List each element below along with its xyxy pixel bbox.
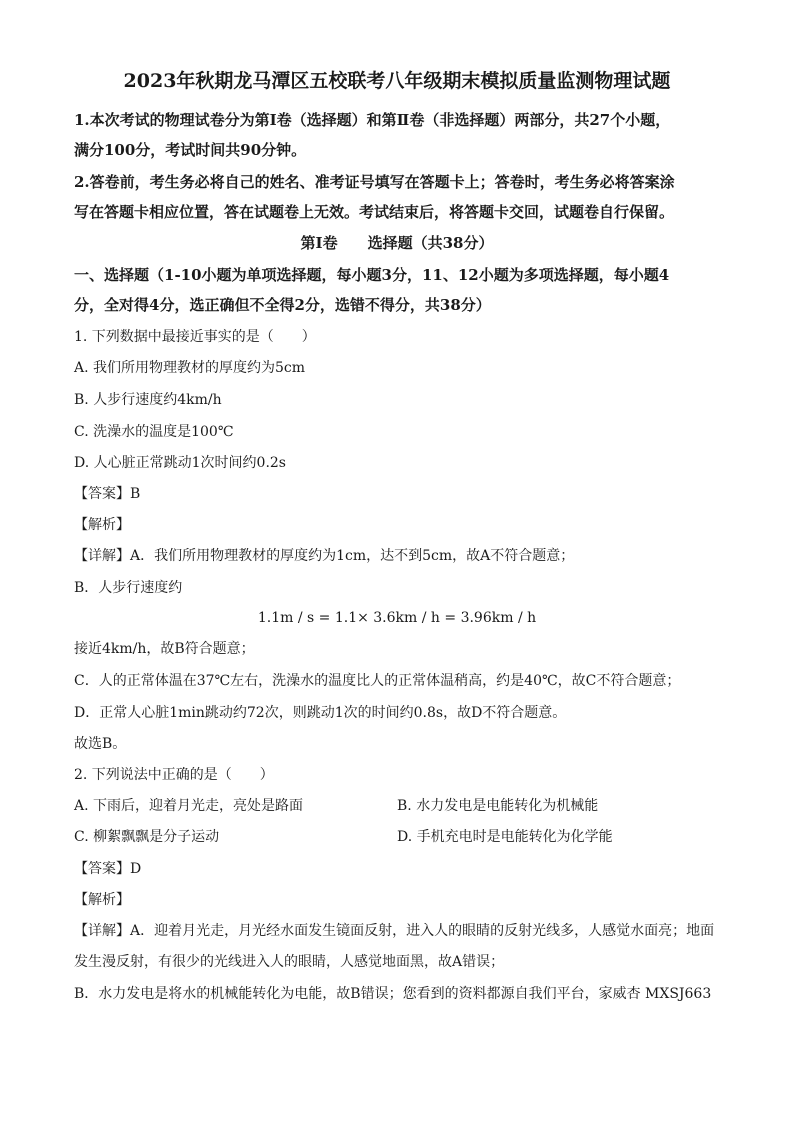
q2-detail-b: B．水力发电是将水的机械能转化为电能，故B错误；您看到的资料都源自我们平台，家威杏 MXSJ663	[74, 986, 712, 1002]
q2-detail-a-line-1: 【详解】A．迎着月光走，月光经水面发生镜面反射，进入人的眼睛的反射光线多，人感觉水面亮；地面	[74, 923, 715, 939]
q1-detail-b2: 接近4km/h，故B符合题意；	[74, 641, 255, 657]
q2-option-b: B. 水力发电是电能转化为机械能	[397, 798, 599, 814]
q2-option-a: A. 下雨后，迎着月光走，亮处是路面	[74, 798, 304, 814]
instruction-line-3: 2.答卷前，考生务必将自己的姓名、准考证号填写在答题卡上；答卷时，考生务必将答案涂	[74, 173, 675, 191]
q1-detail-a: 【详解】A．我们所用物理教材的厚度约为1cm，达不到5cm，故A不符合题意；	[74, 548, 575, 564]
q1-option-c: C. 洗澡水的温度是100℃	[74, 424, 234, 440]
q2-option-c: C. 柳絮飘飘是分子运动	[74, 829, 220, 845]
exam-title: 2023年秋期龙马潭区五校联考八年级期末模拟质量监测物理试题	[123, 70, 671, 92]
part-heading-line-1: 一、选择题（1-10小题为单项选择题，每小题3分，11、12小题为多项选择题，每小题4	[74, 266, 670, 284]
section-title: 第Ⅰ卷 选择题（共38分）	[300, 234, 494, 252]
q2-option-d: D. 手机充电时是电能转化为化学能	[397, 829, 613, 845]
q1-formula: 1.1m / s = 1.1× 3.6km / h = 3.96km / h	[257, 610, 537, 626]
q1-answer: 【答案】B	[74, 486, 141, 502]
instruction-line-2: 满分100分，考试时间共90分钟。	[74, 141, 307, 159]
instruction-line-4: 写在答题卡相应位置，答在试题卷上无效。考试结束后，将答题卡交回，试题卷自行保留。	[74, 203, 675, 221]
q2-stem: 2. 下列说法中正确的是（ ）	[74, 767, 274, 783]
q1-detail-c: C．人的正常体温在37℃左右，洗澡水的温度比人的正常体温稍高，约是40℃，故C不符合题意；	[74, 673, 681, 689]
part-heading-line-2: 分，全对得4分，选正确但不全得2分，选错不得分，共38分）	[74, 296, 491, 314]
q1-analysis-label: 【解析】	[74, 517, 130, 533]
q2-analysis-label: 【解析】	[74, 892, 130, 908]
q1-option-d: D. 人心脏正常跳动1次时间约0.2s	[74, 455, 286, 471]
q1-option-b: B. 人步行速度约4km/h	[74, 392, 222, 408]
q2-answer: 【答案】D	[74, 861, 142, 877]
instruction-line-1: 1.本次考试的物理试卷分为第Ⅰ卷（选择题）和第Ⅱ卷（非选择题）两部分，共27个小题，	[74, 111, 671, 129]
q1-detail-d: D．正常人心脏1min跳动约72次，则跳动1次的时间约0.8s，故D不符合题意。	[74, 705, 567, 721]
q1-detail-b: B．人步行速度约	[74, 580, 183, 596]
q1-option-a: A. 我们所用物理教材的厚度约为5cm	[74, 360, 306, 376]
q1-conclusion: 故选B。	[74, 736, 127, 752]
q2-detail-a-line-2: 发生漫反射，有很少的光线进入人的眼睛，人感觉地面黑，故A错误；	[74, 954, 505, 970]
q1-stem: 1. 下列数据中最接近事实的是（ ）	[74, 329, 316, 345]
